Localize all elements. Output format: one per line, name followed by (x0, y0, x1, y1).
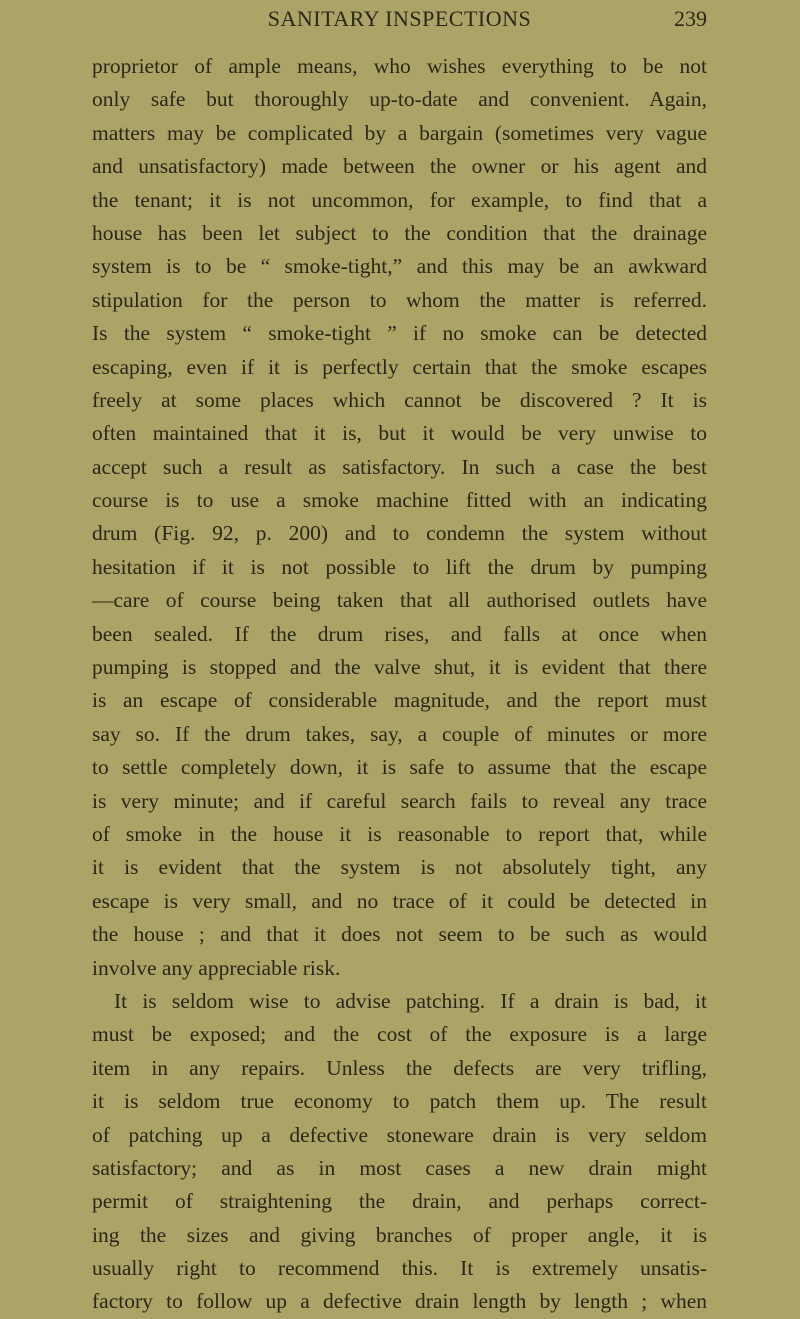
text-line: is very minute; and if careful search fails to reveal any trace (92, 788, 707, 813)
text-line: pumping is stopped and the valve shut, it is evident that there (92, 655, 707, 680)
text-line: must be exposed; and the cost of the exposure is a large (92, 1022, 707, 1047)
text-line: usually right to recommend this. It is extremely unsatis- (92, 1256, 707, 1281)
text-line: course is to use a smoke machine fitted with an indicating (92, 488, 707, 513)
text-line: ing the sizes and giving branches of proper angle, it is (92, 1222, 707, 1247)
text-line: of smoke in the house it is reasonable to report that, while (92, 821, 707, 846)
text-line: It is seldom wise to advise patching. If a drain is bad, it (114, 988, 707, 1013)
text-line: satisfactory; and as in most cases a new drain might (92, 1155, 707, 1180)
text-line: of patching up a defective stoneware drain is very seldom (92, 1122, 707, 1147)
text-line: matters may be complicated by a bargain (sometimes very vague (92, 120, 707, 145)
text-line: drum (Fig. 92, p. 200) and to condemn the system without (92, 521, 707, 546)
text-line: involve any appreciable risk. (92, 955, 341, 980)
page-number: 239 (674, 6, 707, 31)
text-line: hesitation if it is not possible to lift the drum by pumping (92, 554, 707, 579)
text-line: escape is very small, and no trace of it could be detected in (92, 888, 707, 913)
text-line: freely at some places which cannot be discovered ? It is (92, 387, 707, 412)
text-line: item in any repairs. Unless the defects are very trifling, (92, 1055, 707, 1080)
text-line: factory to follow up a defective drain length by length ; when (92, 1289, 707, 1314)
running-title: SANITARY INSPECTIONS (267, 6, 532, 31)
text-line: proprietor of ample means, who wishes everything to be not (92, 54, 707, 78)
text-line: escaping, even if it is perfectly certain that the smoke escapes (92, 354, 707, 379)
text-line: Is the system “ smoke-tight ” if no smoke can be detected (92, 321, 707, 346)
text-line: been sealed. If the drum rises, and falls at once when (92, 621, 707, 646)
text-line: it is evident that the system is not absolutely tight, any (92, 855, 707, 880)
text-line: and unsatisfactory) made between the owner or his agent and (92, 154, 707, 179)
page-header (92, 6, 707, 36)
text-line: only safe but thoroughly up-to-date and convenient. Again, (92, 87, 707, 112)
text-line: —care of course being taken that all authorised outlets have (92, 588, 707, 613)
text-line: house has been let subject to the condition that the drainage (92, 220, 707, 245)
text-line: the tenant; it is not uncommon, for example, to find that a (92, 187, 707, 212)
text-line: permit of straightening the drain, and perhaps correct- (92, 1189, 707, 1214)
text-line: system is to be “ smoke-tight,” and this may be an awkward (92, 254, 707, 279)
text-line: is an escape of considerable magnitude, and the report must (92, 688, 707, 713)
page-body (92, 50, 707, 1319)
text-line: say so. If the drum takes, say, a couple of minutes or more (92, 721, 707, 746)
text-line: often maintained that it is, but it would be very unwise to (92, 421, 707, 446)
text-line: it is seldom true economy to patch them up. The result (92, 1089, 707, 1114)
text-line: the house ; and that it does not seem to be such as would (92, 922, 707, 947)
text-line: to settle completely down, it is safe to assume that the escape (92, 755, 707, 780)
text-line: stipulation for the person to whom the matter is referred. (92, 287, 707, 312)
text-line: accept such a result as satisfactory. In such a case the best (92, 454, 707, 479)
